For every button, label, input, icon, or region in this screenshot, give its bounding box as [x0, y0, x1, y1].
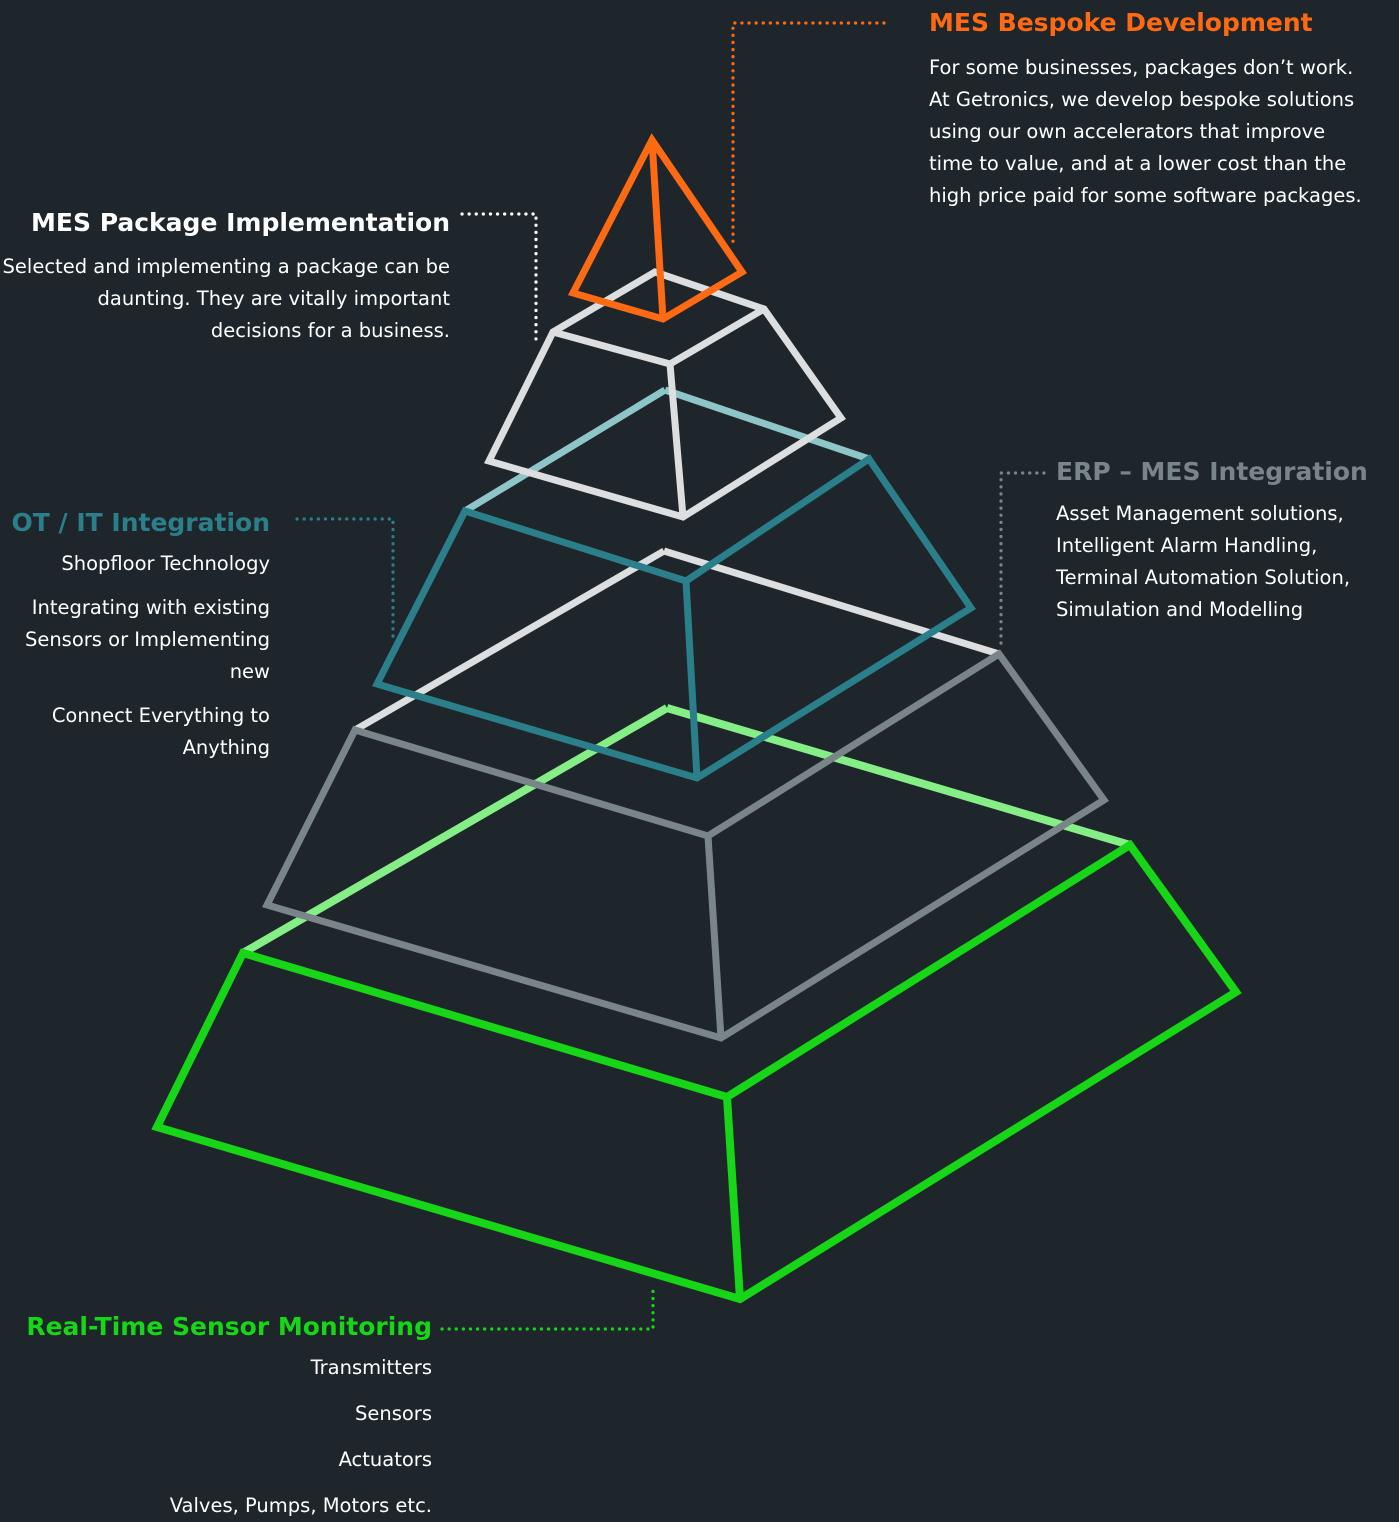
package-description: Selected and implementing a package can be daunting. They are vitally important decisions for a business. — [2, 255, 450, 342]
package-title: MES Package Implementation — [31, 208, 450, 237]
ot-it-label — [2, 507, 270, 764]
ot-it-item: Integrating with existing Sensors or Implementing new — [24, 596, 270, 683]
connector-erp-mes — [1001, 473, 1044, 645]
bespoke-label — [929, 7, 1369, 212]
connector-sensor — [442, 1290, 653, 1329]
bespoke-description: For some businesses, packages don’t work. At Getronics, we develop bespoke solutions using our own accelerators that improve time to value, and at a lower cost than the high price paid for some software packages. — [929, 56, 1362, 207]
ot-it-title: OT / IT Integration — [11, 508, 270, 537]
ot-it-item: Connect Everything to Anything — [51, 704, 270, 759]
connector-bespoke — [733, 23, 884, 245]
sensor-item: Actuators — [338, 1448, 432, 1471]
connector-package — [462, 214, 536, 342]
package-label — [2, 207, 450, 347]
sensor-item: Valves, Pumps, Motors etc. — [169, 1494, 432, 1517]
sensor-label — [2, 1311, 432, 1522]
sensor-item: Transmitters — [310, 1356, 432, 1379]
connector-ot-it — [297, 519, 393, 640]
sensor-item: Sensors — [354, 1402, 432, 1425]
ot-it-item: Shopfloor Technology — [61, 552, 270, 575]
sensor-title: Real-Time Sensor Monitoring — [26, 1312, 432, 1341]
bespoke-title: MES Bespoke Development — [929, 8, 1313, 37]
erp-mes-description: Asset Management solutions, Intelligent Alarm Handling, Terminal Automation Solution, Simulation and Modelling — [1056, 502, 1351, 621]
erp-mes-title: ERP – MES Integration — [1056, 457, 1368, 486]
